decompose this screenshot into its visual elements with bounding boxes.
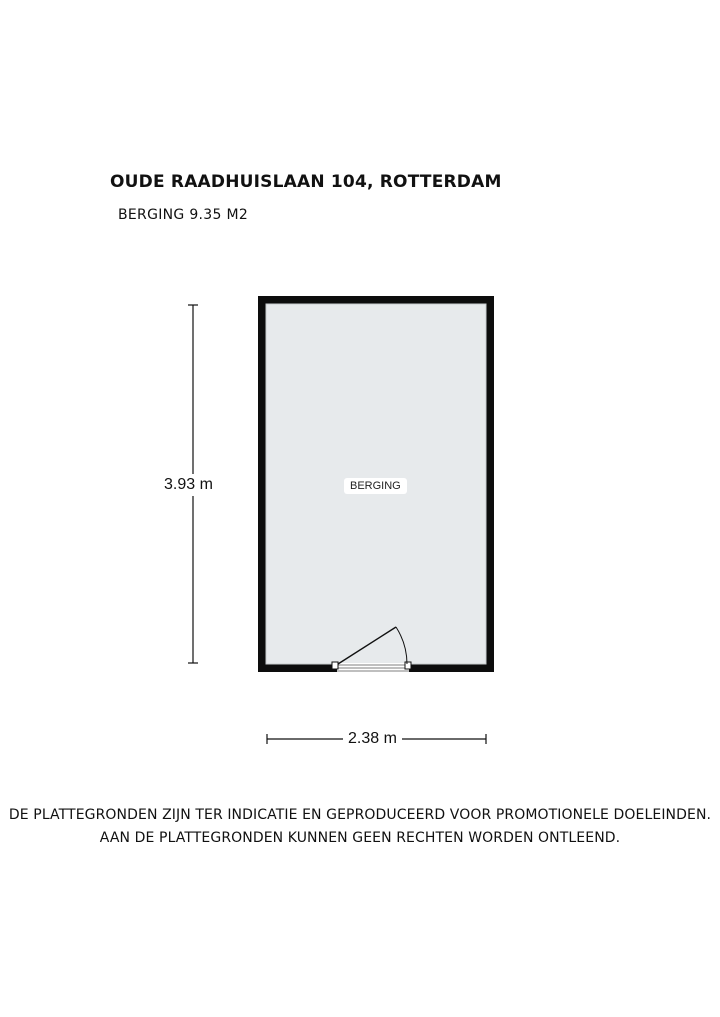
disclaimer-line-2: AAN DE PLATTEGRONDEN KUNNEN GEEN RECHTEN WORDEN ONTLEEND. [99,830,621,846]
room-label-berging: BERGING [344,478,407,494]
address-title: OUDE RAADHUISLAAN 104, ROTTERDAM [110,172,502,192]
disclaimer-line-1: DE PLATTEGRONDEN ZIJN TER INDICATIE EN GEPRODUCEERD VOOR PROMOTIONELE DOELEINDEN. [8,807,712,823]
height-dimension-label: 3.93 m [160,474,217,496]
area-subtitle: BERGING 9.35 M2 [118,207,249,223]
width-dimension-label: 2.38 m [343,728,402,750]
disclaimer [0,804,720,850]
